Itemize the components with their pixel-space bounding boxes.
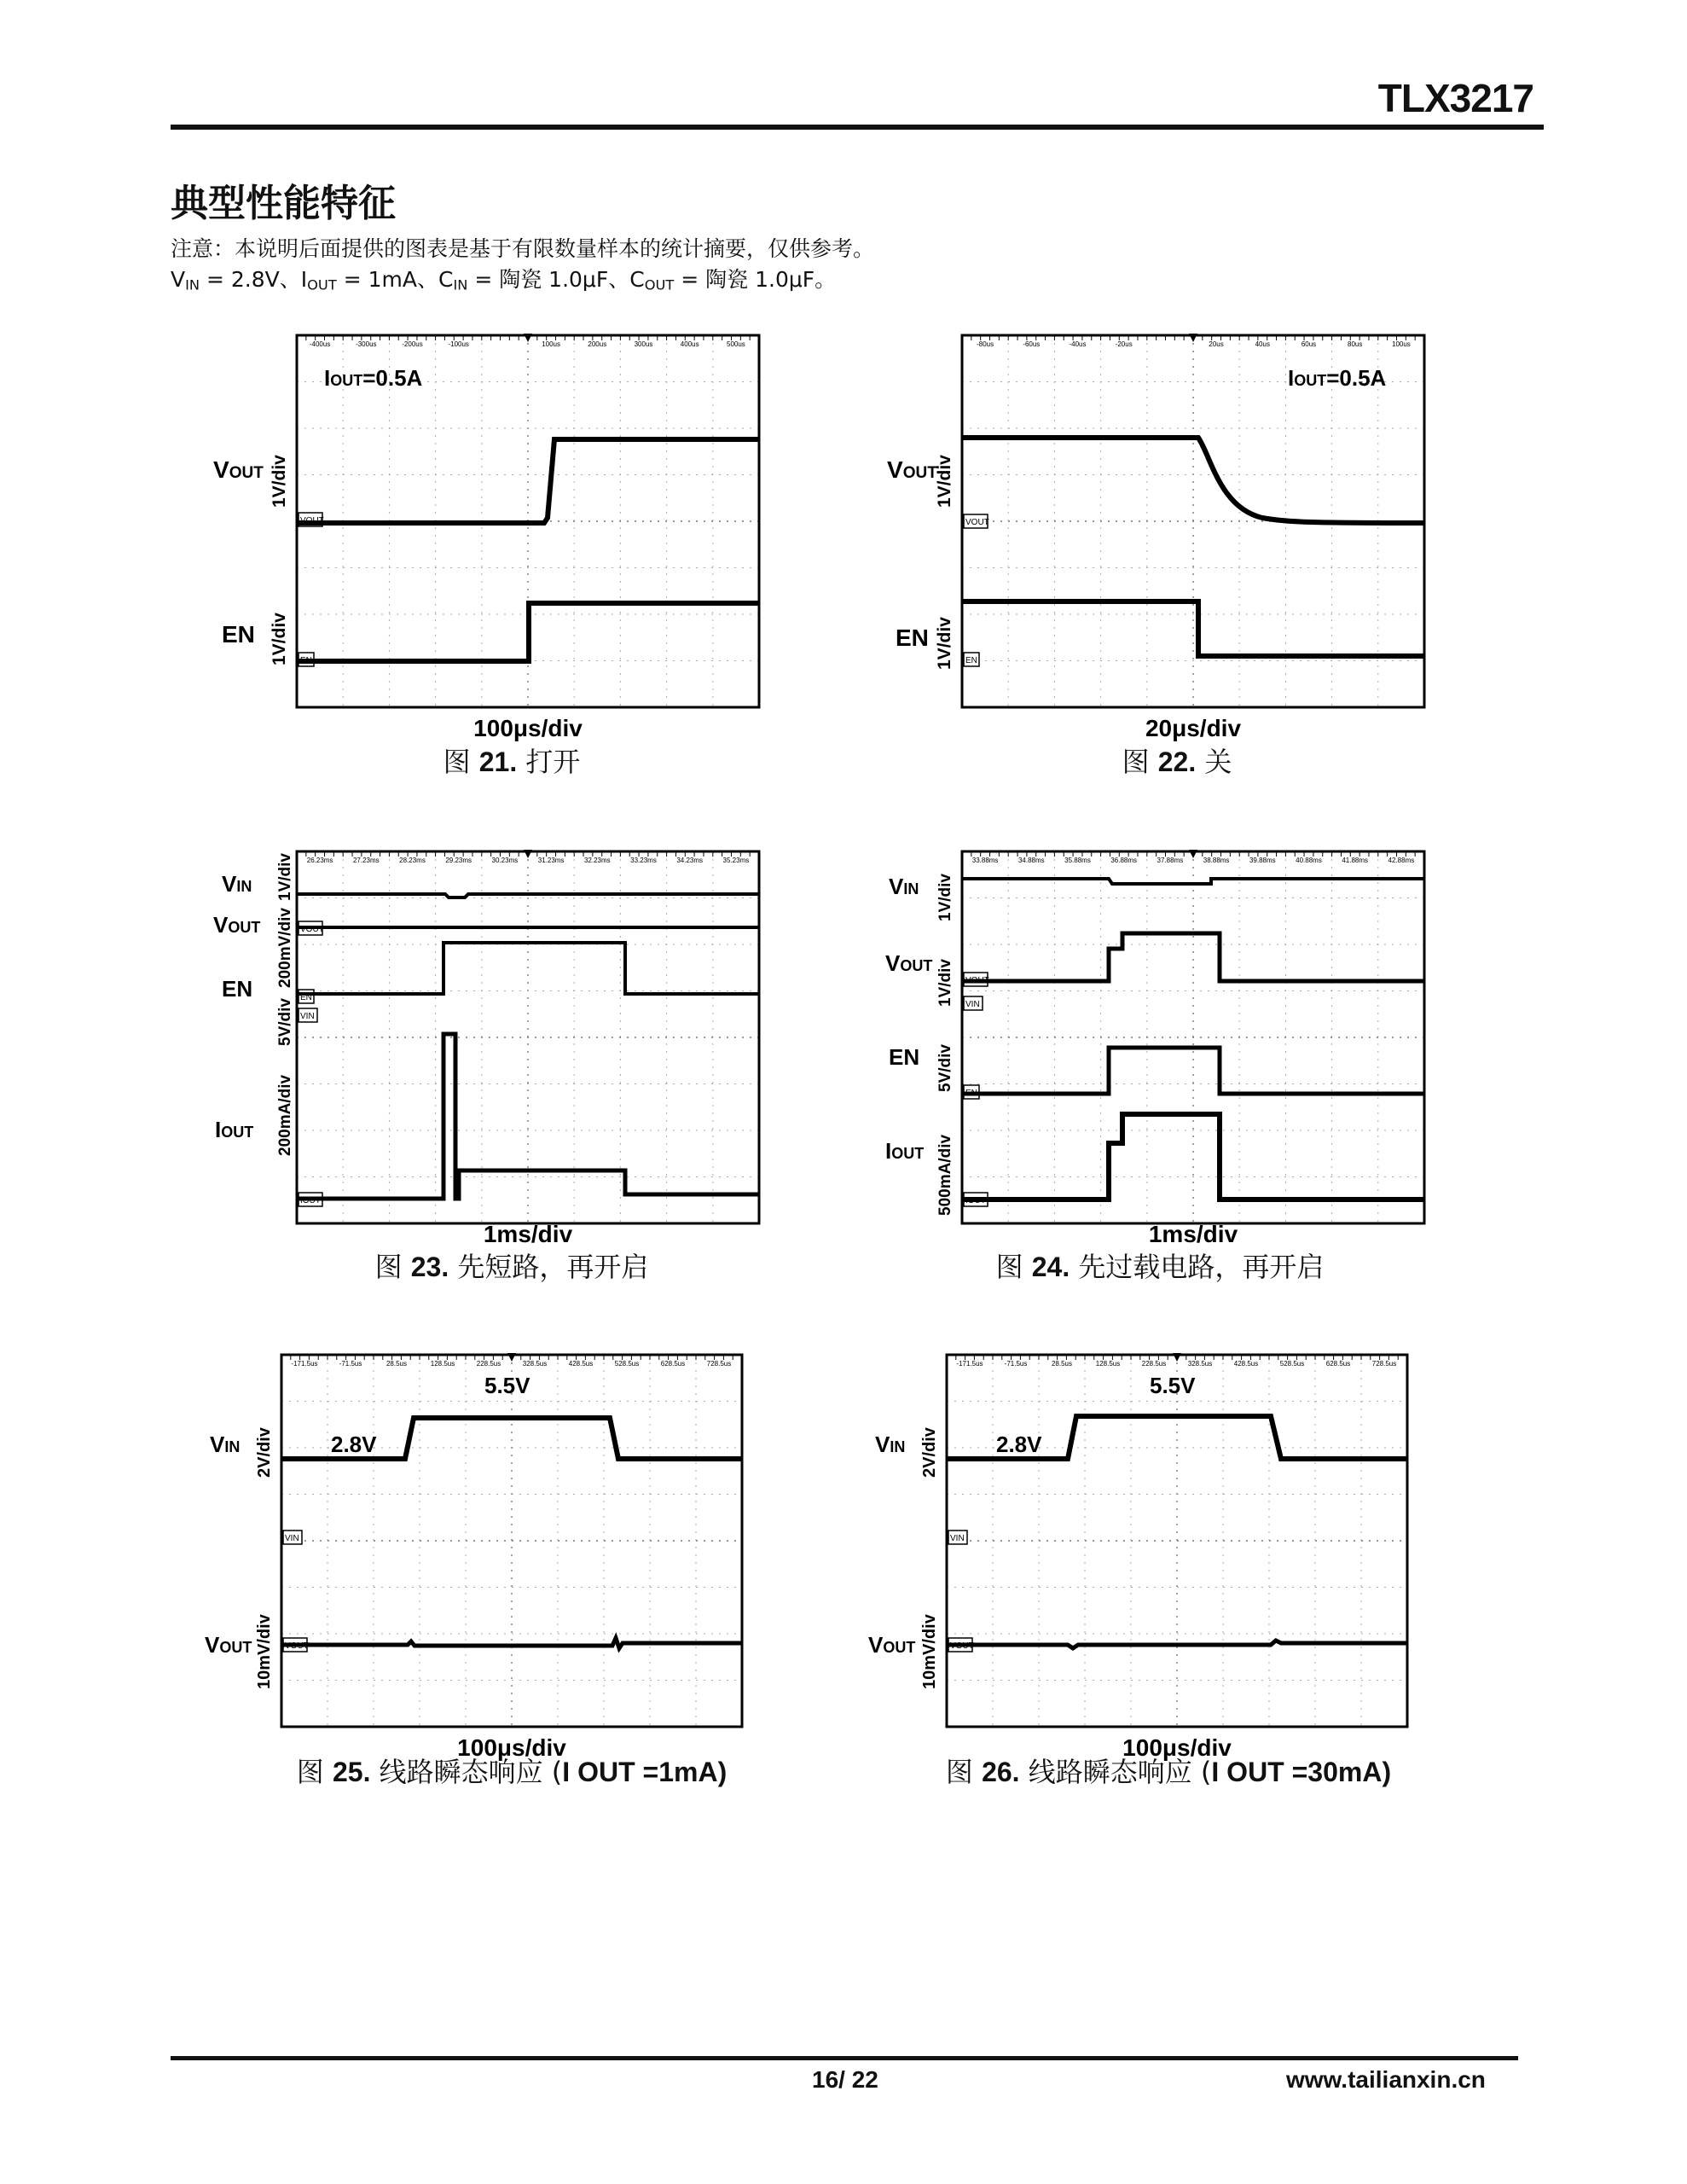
time-tick-label: 428.5us xyxy=(568,1360,594,1368)
scale-ch2: 1V/div xyxy=(935,617,954,670)
section-title: 典型性能特征 xyxy=(171,182,396,225)
scale-ch2: 10mV/div xyxy=(920,1614,939,1689)
svg-text:VIN: VIN xyxy=(300,1012,315,1021)
channel-iout-label: IOUT xyxy=(215,1117,254,1142)
scale-ch3: 5V/div xyxy=(276,998,294,1046)
time-tick-label: 60us xyxy=(1301,340,1317,348)
trace-en xyxy=(962,601,1424,656)
channel-vout-label: VOUT xyxy=(868,1632,916,1658)
cond-iout: $I_{OUT} = 1mA$、 xyxy=(300,267,438,293)
time-tick-label: -171.5us xyxy=(291,1360,318,1368)
figure-25-caption: 图 25. 线路瞬态响应 (I OUT =1mA) xyxy=(296,1756,728,1788)
scale-ch1: 2V/div xyxy=(255,1427,274,1478)
scale-ch2: 1V/div xyxy=(270,613,289,665)
annotation-iout: IOUT=0.5A xyxy=(324,365,423,391)
channel-iout-label: IOUT xyxy=(885,1138,925,1164)
time-tick-label: 728.5us xyxy=(1371,1360,1397,1368)
marker-vin xyxy=(964,996,983,1010)
trigger-marker xyxy=(524,850,532,858)
time-tick-label: 728.5us xyxy=(706,1360,732,1368)
channel-en-label: EN xyxy=(896,624,929,651)
scope-grid xyxy=(947,1355,1407,1727)
header-rule xyxy=(171,125,1544,130)
figure-23-scope xyxy=(196,845,793,1246)
channel-en-label: EN xyxy=(889,1044,920,1070)
cond-vin: $V_{IN} = 2.8V$、 xyxy=(171,267,301,293)
scale-ch1: 1V/div xyxy=(270,455,289,508)
time-tick-label: 300us xyxy=(634,340,653,348)
annotation-iout: IOUT=0.5A xyxy=(1288,365,1387,391)
time-div-label: 1ms/div xyxy=(1148,1221,1238,1247)
time-tick-label: 328.5us xyxy=(522,1360,548,1368)
svg-text:VOUT: VOUT xyxy=(950,1641,974,1651)
figure-24-caption: 图 24. 先过载电路，再开启 xyxy=(995,1251,1325,1283)
time-tick-label: 100us xyxy=(1392,340,1411,348)
svg-text:IOUT: IOUT xyxy=(300,1196,321,1205)
svg-text:VIN: VIN xyxy=(965,1000,980,1009)
time-tick-label: 628.5us xyxy=(660,1360,686,1368)
time-tick-label: 100us xyxy=(542,340,560,348)
channel-vout-label: VOUT xyxy=(213,456,264,483)
level-low-label: 2.8V xyxy=(996,1432,1042,1457)
marker-en xyxy=(299,990,314,1003)
cond-cout: $C_{OUT}$ = 陶瓷 1.0μF。 xyxy=(629,267,837,293)
time-tick-label: 34.88ms xyxy=(1017,857,1045,864)
scale-ch3: 5V/div xyxy=(936,1044,954,1092)
scale-ch1: 1V/div xyxy=(935,455,954,508)
time-tick-label: 38.88ms xyxy=(1203,857,1230,864)
marker-vout xyxy=(964,514,989,528)
time-tick-label: 200us xyxy=(588,340,607,348)
figure-21-scope xyxy=(196,328,793,772)
svg-text:VOUT: VOUT xyxy=(300,925,324,934)
page-number: 16/ 22 xyxy=(812,2066,878,2093)
time-tick-label: 428.5us xyxy=(1233,1360,1259,1368)
time-tick-label: -171.5us xyxy=(956,1360,983,1368)
scale-ch1: 2V/div xyxy=(920,1427,939,1478)
channel-vin-label: VIN xyxy=(889,874,919,899)
scope-grid xyxy=(962,851,1424,1223)
figure-21-caption: 图 21. 打开 xyxy=(443,746,581,778)
time-div-label: 20μs/div xyxy=(1145,715,1242,741)
time-tick-label: 500us xyxy=(727,340,745,348)
svg-text:EN: EN xyxy=(300,656,312,665)
trigger-marker xyxy=(1189,334,1197,342)
trace-en xyxy=(297,603,759,661)
time-tick-label: -71.5us xyxy=(1004,1360,1028,1368)
time-tick-label: 35.23ms xyxy=(722,857,750,864)
time-tick-label: 28.5us xyxy=(1051,1360,1073,1368)
channel-vout-label: VOUT xyxy=(213,912,261,938)
time-tick-label: -71.5us xyxy=(339,1360,362,1368)
time-tick-label: -300us xyxy=(356,340,377,348)
time-tick-label: 28.5us xyxy=(386,1360,408,1368)
test-conditions xyxy=(171,263,836,293)
time-tick-label: 30.23ms xyxy=(491,857,519,864)
time-tick-label: -20us xyxy=(1115,340,1133,348)
channel-vin-label: VIN xyxy=(222,871,252,897)
scale-ch2: 10mV/div xyxy=(255,1614,274,1689)
scope-grid xyxy=(297,851,759,1223)
time-tick-label: 26.23ms xyxy=(306,857,333,864)
figure-24-scope xyxy=(861,845,1458,1246)
cond-cin: $C_{IN}$ = 陶瓷 1.0μF、 xyxy=(438,267,630,293)
figure-26-caption: 图 26. 线路瞬态响应 (I OUT =30mA) xyxy=(945,1756,1392,1788)
trace-vout xyxy=(962,933,1424,981)
channel-vin-label: VIN xyxy=(210,1432,241,1457)
svg-text:EN: EN xyxy=(300,993,312,1002)
time-tick-label: 328.5us xyxy=(1187,1360,1213,1368)
time-tick-label: 40.88ms xyxy=(1296,857,1322,864)
website-link[interactable]: www.tailianxin.cn xyxy=(1286,2066,1486,2093)
trigger-marker xyxy=(507,1353,516,1362)
time-tick-label: 36.88ms xyxy=(1110,857,1138,864)
scale-ch2: 1V/div xyxy=(936,959,954,1007)
time-tick-label: 29.23ms xyxy=(445,857,472,864)
trace-en xyxy=(297,943,759,994)
time-div-label: 1ms/div xyxy=(483,1221,573,1247)
svg-text:VOUT: VOUT xyxy=(300,516,324,526)
channel-en-label: EN xyxy=(222,621,255,648)
svg-text:VIN: VIN xyxy=(950,1534,965,1543)
marker-vin xyxy=(283,1531,302,1544)
time-tick-label: -400us xyxy=(309,340,331,348)
time-tick-label: 80us xyxy=(1348,340,1363,348)
time-tick-label: 42.88ms xyxy=(1388,857,1415,864)
footer-rule xyxy=(171,2056,1518,2060)
time-tick-label: 28.23ms xyxy=(399,857,426,864)
scale-ch4: 200mA/div xyxy=(276,1074,294,1156)
time-tick-label: -40us xyxy=(1069,340,1087,348)
trigger-marker xyxy=(1189,850,1197,858)
time-tick-label: 41.88ms xyxy=(1342,857,1369,864)
figure-22-caption: 图 22. 关 xyxy=(1122,746,1232,778)
scale-ch2: 200mV/div xyxy=(276,908,294,988)
svg-text:VOUT: VOUT xyxy=(965,518,989,527)
time-div-label: 100μs/div xyxy=(473,715,583,741)
trigger-marker xyxy=(1173,1353,1181,1362)
level-high-label: 5.5V xyxy=(484,1373,530,1398)
channel-vin-label: VIN xyxy=(875,1432,906,1457)
time-tick-label: -200us xyxy=(402,340,423,348)
time-tick-label: 31.23ms xyxy=(537,857,565,864)
trace-vin xyxy=(962,879,1424,884)
scale-ch4: 500mA/div xyxy=(936,1134,954,1216)
time-tick-label: 528.5us xyxy=(1279,1360,1305,1368)
figure-22-scope xyxy=(861,328,1458,772)
svg-text:EN: EN xyxy=(965,1089,977,1098)
time-tick-label: 33.23ms xyxy=(630,857,657,864)
time-tick-label: 628.5us xyxy=(1325,1360,1351,1368)
trace-vin xyxy=(297,894,759,897)
scale-ch1: 1V/div xyxy=(276,853,294,901)
part-number: TLX3217 xyxy=(1377,76,1533,120)
time-tick-label: 40us xyxy=(1255,340,1270,348)
time-tick-label: 27.23ms xyxy=(352,857,380,864)
scope-grid xyxy=(281,1355,742,1727)
figure-25-scope xyxy=(179,1348,776,1792)
time-tick-label: -60us xyxy=(1023,340,1041,348)
trace-en xyxy=(962,1048,1424,1094)
time-tick-label: 35.88ms xyxy=(1064,857,1091,864)
svg-text:VOUT: VOUT xyxy=(285,1641,309,1651)
level-high-label: 5.5V xyxy=(1150,1373,1196,1398)
figure-23-caption: 图 23. 先短路，再开启 xyxy=(374,1251,649,1283)
trigger-marker xyxy=(524,334,532,342)
section-note: 注意：本说明后面提供的图表是基于有限数量样本的统计摘要，仅供参考。 xyxy=(171,236,875,261)
marker-en xyxy=(964,653,979,666)
time-tick-label: 34.23ms xyxy=(676,857,704,864)
time-tick-label: 37.88ms xyxy=(1157,857,1184,864)
time-tick-label: 128.5us xyxy=(1095,1360,1121,1368)
level-low-label: 2.8V xyxy=(331,1432,377,1457)
time-div-label: 100μs/div xyxy=(1122,1734,1232,1761)
time-tick-label: 228.5us xyxy=(1141,1360,1167,1368)
svg-text:VOUT: VOUT xyxy=(965,976,989,985)
svg-text:IOUT: IOUT xyxy=(965,1196,986,1205)
trace-iout xyxy=(962,1114,1424,1199)
time-div-label: 100μs/div xyxy=(457,1734,566,1761)
time-tick-label: 32.23ms xyxy=(583,857,611,864)
figure-26-scope xyxy=(844,1348,1441,1792)
time-tick-label: 400us xyxy=(680,340,699,348)
svg-text:VIN: VIN xyxy=(285,1534,299,1543)
time-tick-label: 228.5us xyxy=(476,1360,501,1368)
channel-vout-label: VOUT xyxy=(885,950,933,976)
scale-ch1: 1V/div xyxy=(936,874,954,921)
marker-vin xyxy=(299,1008,317,1022)
time-tick-label: 20us xyxy=(1209,340,1224,348)
time-tick-label: -100us xyxy=(448,340,469,348)
time-tick-label: -80us xyxy=(977,340,994,348)
marker-vin xyxy=(948,1531,967,1544)
time-tick-label: 128.5us xyxy=(430,1360,455,1368)
channel-en-label: EN xyxy=(222,976,253,1002)
channel-vout-label: VOUT xyxy=(205,1632,252,1658)
channel-vout-label: VOUT xyxy=(887,456,937,483)
time-tick-label: 33.88ms xyxy=(971,857,999,864)
time-tick-label: 39.88ms xyxy=(1249,857,1276,864)
time-tick-label: 528.5us xyxy=(614,1360,640,1368)
svg-text:EN: EN xyxy=(965,656,977,665)
